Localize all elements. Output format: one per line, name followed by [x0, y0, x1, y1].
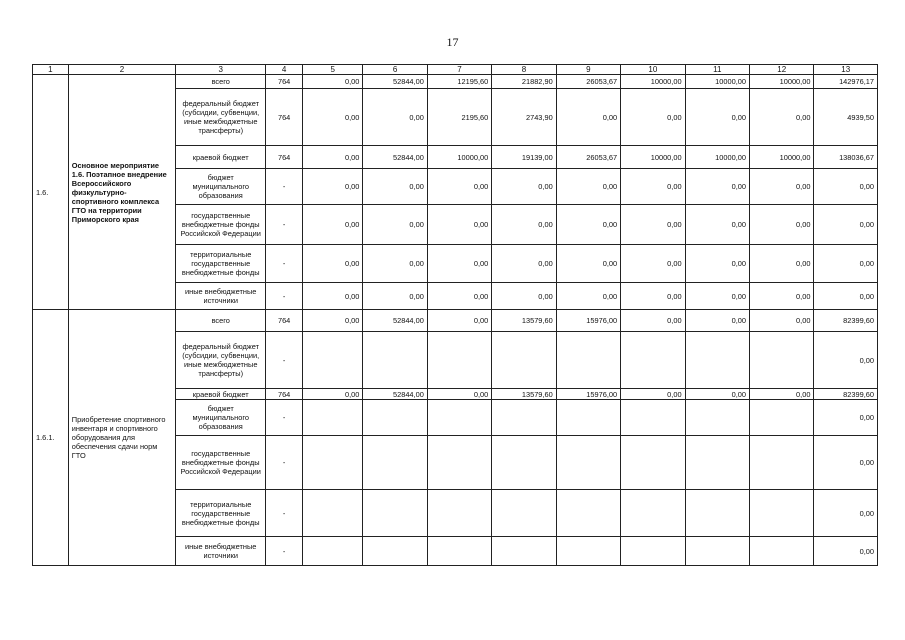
year-value: 26053,67 — [556, 75, 620, 89]
column-header-6: 6 — [363, 65, 427, 75]
year-value — [685, 332, 749, 389]
funding-source: бюджет муниципального образования — [176, 400, 266, 436]
column-header-5: 5 — [303, 65, 363, 75]
total-value: 0,00 — [814, 436, 878, 490]
year-value — [492, 332, 556, 389]
column-header-9: 9 — [556, 65, 620, 75]
year-value — [303, 436, 363, 490]
page-number: 17 — [446, 35, 459, 49]
column-header-8: 8 — [492, 65, 556, 75]
ministry-code: - — [266, 245, 303, 283]
year-value — [363, 537, 427, 566]
total-value: 0,00 — [814, 490, 878, 537]
year-value: 0,00 — [621, 310, 685, 332]
year-value: 10000,00 — [621, 146, 685, 169]
table-row — [33, 75, 878, 89]
column-header-13: 13 — [814, 65, 878, 75]
year-value: 0,00 — [621, 283, 685, 310]
year-value — [492, 436, 556, 490]
total-value: 0,00 — [814, 332, 878, 389]
year-value — [363, 436, 427, 490]
year-value: 0,00 — [685, 283, 749, 310]
year-value — [363, 490, 427, 537]
year-value: 0,00 — [685, 89, 749, 146]
total-value: 0,00 — [814, 400, 878, 436]
year-value: 0,00 — [621, 389, 685, 400]
ministry-code: - — [266, 400, 303, 436]
funding-source: федеральный бюджет (субсидии, субвенции, иные межбюджетные трансферты) — [176, 332, 266, 389]
year-value: 0,00 — [427, 283, 491, 310]
year-value — [556, 332, 620, 389]
total-value: 82399,60 — [814, 389, 878, 400]
year-value: 0,00 — [556, 205, 620, 245]
year-value: 0,00 — [750, 310, 814, 332]
funding-source: территориальные государственные внебюджетные фонды — [176, 490, 266, 537]
funding-source: иные внебюджетные источники — [176, 283, 266, 310]
column-header-12: 12 — [750, 65, 814, 75]
year-value: 13579,60 — [492, 389, 556, 400]
year-value: 0,00 — [750, 245, 814, 283]
year-value: 0,00 — [363, 283, 427, 310]
year-value — [750, 332, 814, 389]
year-value: 21882,90 — [492, 75, 556, 89]
year-value: 0,00 — [685, 205, 749, 245]
year-value: 26053,67 — [556, 146, 620, 169]
ministry-code: - — [266, 537, 303, 566]
year-value: 0,00 — [556, 169, 620, 205]
year-value: 52844,00 — [363, 75, 427, 89]
year-value: 0,00 — [685, 389, 749, 400]
year-value: 52844,00 — [363, 146, 427, 169]
year-value: 0,00 — [556, 283, 620, 310]
year-value: 0,00 — [427, 169, 491, 205]
year-value: 0,00 — [303, 205, 363, 245]
year-value: 0,00 — [621, 169, 685, 205]
year-value — [556, 400, 620, 436]
total-value: 0,00 — [814, 245, 878, 283]
year-value — [303, 490, 363, 537]
column-header-11: 11 — [685, 65, 749, 75]
column-header-7: 7 — [427, 65, 491, 75]
year-value: 52844,00 — [363, 310, 427, 332]
total-value: 138036,67 — [814, 146, 878, 169]
column-header-3: 3 — [176, 65, 266, 75]
ministry-code: 764 — [266, 146, 303, 169]
year-value — [556, 490, 620, 537]
year-value: 0,00 — [363, 89, 427, 146]
year-value — [556, 436, 620, 490]
ministry-code: - — [266, 490, 303, 537]
year-value: 0,00 — [363, 205, 427, 245]
year-value — [685, 537, 749, 566]
funding-source: краевой бюджет — [176, 389, 266, 400]
total-value: 4939,50 — [814, 89, 878, 146]
ministry-code: - — [266, 436, 303, 490]
year-value: 0,00 — [685, 310, 749, 332]
year-value: 0,00 — [492, 245, 556, 283]
funding-source: краевой бюджет — [176, 146, 266, 169]
column-header-10: 10 — [621, 65, 685, 75]
year-value: 0,00 — [685, 245, 749, 283]
ministry-code: 764 — [266, 89, 303, 146]
year-value — [427, 400, 491, 436]
year-value: 0,00 — [556, 245, 620, 283]
funding-source: территориальные государственные внебюджетные фонды — [176, 245, 266, 283]
year-value: 0,00 — [427, 310, 491, 332]
column-header-4: 4 — [266, 65, 303, 75]
funding-source: бюджет муниципального образования — [176, 169, 266, 205]
year-value: 0,00 — [427, 389, 491, 400]
funding-source: государственные внебюджетные фонды Российской Федерации — [176, 205, 266, 245]
year-value: 0,00 — [621, 245, 685, 283]
year-value: 52844,00 — [363, 389, 427, 400]
year-value — [303, 400, 363, 436]
year-value — [303, 332, 363, 389]
ministry-code: 764 — [266, 310, 303, 332]
item-code: 1.6. — [33, 75, 69, 310]
funding-source: всего — [176, 310, 266, 332]
year-value — [492, 537, 556, 566]
year-value — [685, 436, 749, 490]
year-value: 10000,00 — [750, 75, 814, 89]
item-name: Основное мероприятие 1.6. Поэтапное внедрение Всероссийского физкультурно-спортивного комплекса ГТО на территории Приморского края — [68, 75, 175, 310]
year-value — [621, 490, 685, 537]
header-row — [33, 65, 878, 75]
year-value — [492, 400, 556, 436]
ministry-code: - — [266, 283, 303, 310]
column-header-1: 1 — [33, 65, 69, 75]
funding-source: государственные внебюджетные фонды Российской Федерации — [176, 436, 266, 490]
year-value: 13579,60 — [492, 310, 556, 332]
total-value: 0,00 — [814, 537, 878, 566]
year-value — [685, 400, 749, 436]
year-value: 0,00 — [427, 245, 491, 283]
year-value: 0,00 — [621, 205, 685, 245]
year-value: 0,00 — [750, 169, 814, 205]
year-value — [303, 537, 363, 566]
year-value — [750, 537, 814, 566]
year-value: 0,00 — [685, 169, 749, 205]
year-value — [427, 537, 491, 566]
year-value: 0,00 — [303, 245, 363, 283]
year-value — [427, 332, 491, 389]
funding-source: всего — [176, 75, 266, 89]
year-value: 0,00 — [621, 89, 685, 146]
year-value: 10000,00 — [427, 146, 491, 169]
column-header-2: 2 — [68, 65, 175, 75]
total-value: 0,00 — [814, 169, 878, 205]
year-value: 0,00 — [492, 169, 556, 205]
year-value: 0,00 — [303, 283, 363, 310]
year-value: 0,00 — [492, 205, 556, 245]
budget-table — [32, 64, 878, 566]
year-value: 0,00 — [363, 245, 427, 283]
year-value — [427, 436, 491, 490]
year-value — [750, 490, 814, 537]
total-value: 0,00 — [814, 283, 878, 310]
year-value — [750, 400, 814, 436]
year-value: 10000,00 — [685, 75, 749, 89]
funding-source: федеральный бюджет (субсидии, субвенции, иные межбюджетные трансферты) — [176, 89, 266, 146]
year-value — [621, 537, 685, 566]
item-code: 1.6.1. — [33, 310, 69, 566]
ministry-code: 764 — [266, 389, 303, 400]
year-value: 10000,00 — [685, 146, 749, 169]
year-value: 10000,00 — [621, 75, 685, 89]
year-value — [492, 490, 556, 537]
year-value: 0,00 — [556, 89, 620, 146]
year-value: 0,00 — [427, 205, 491, 245]
year-value — [685, 490, 749, 537]
year-value — [363, 332, 427, 389]
year-value: 12195,60 — [427, 75, 491, 89]
total-value: 0,00 — [814, 205, 878, 245]
year-value: 0,00 — [303, 89, 363, 146]
year-value — [621, 400, 685, 436]
ministry-code: - — [266, 332, 303, 389]
year-value: 0,00 — [750, 89, 814, 146]
year-value: 0,00 — [363, 169, 427, 205]
year-value — [621, 436, 685, 490]
year-value: 0,00 — [750, 205, 814, 245]
year-value: 2195,60 — [427, 89, 491, 146]
year-value: 10000,00 — [750, 146, 814, 169]
year-value: 0,00 — [492, 283, 556, 310]
year-value: 0,00 — [750, 389, 814, 400]
year-value — [427, 490, 491, 537]
ministry-code: 764 — [266, 75, 303, 89]
year-value — [750, 436, 814, 490]
funding-source: иные внебюджетные источники — [176, 537, 266, 566]
item-name: Приобретение спортивного инвентаря и спортивного оборудования для обеспечения сдачи норм ГТО — [68, 310, 175, 566]
ministry-code: - — [266, 169, 303, 205]
year-value: 0,00 — [303, 310, 363, 332]
total-value: 82399,60 — [814, 310, 878, 332]
year-value: 15976,00 — [556, 310, 620, 332]
year-value: 0,00 — [303, 146, 363, 169]
year-value: 19139,00 — [492, 146, 556, 169]
year-value: 0,00 — [750, 283, 814, 310]
year-value — [621, 332, 685, 389]
table-row — [33, 310, 878, 332]
year-value: 0,00 — [303, 389, 363, 400]
year-value: 0,00 — [303, 75, 363, 89]
year-value — [556, 537, 620, 566]
year-value: 2743,90 — [492, 89, 556, 146]
year-value: 15976,00 — [556, 389, 620, 400]
year-value — [363, 400, 427, 436]
year-value: 0,00 — [303, 169, 363, 205]
ministry-code: - — [266, 205, 303, 245]
total-value: 142976,17 — [814, 75, 878, 89]
